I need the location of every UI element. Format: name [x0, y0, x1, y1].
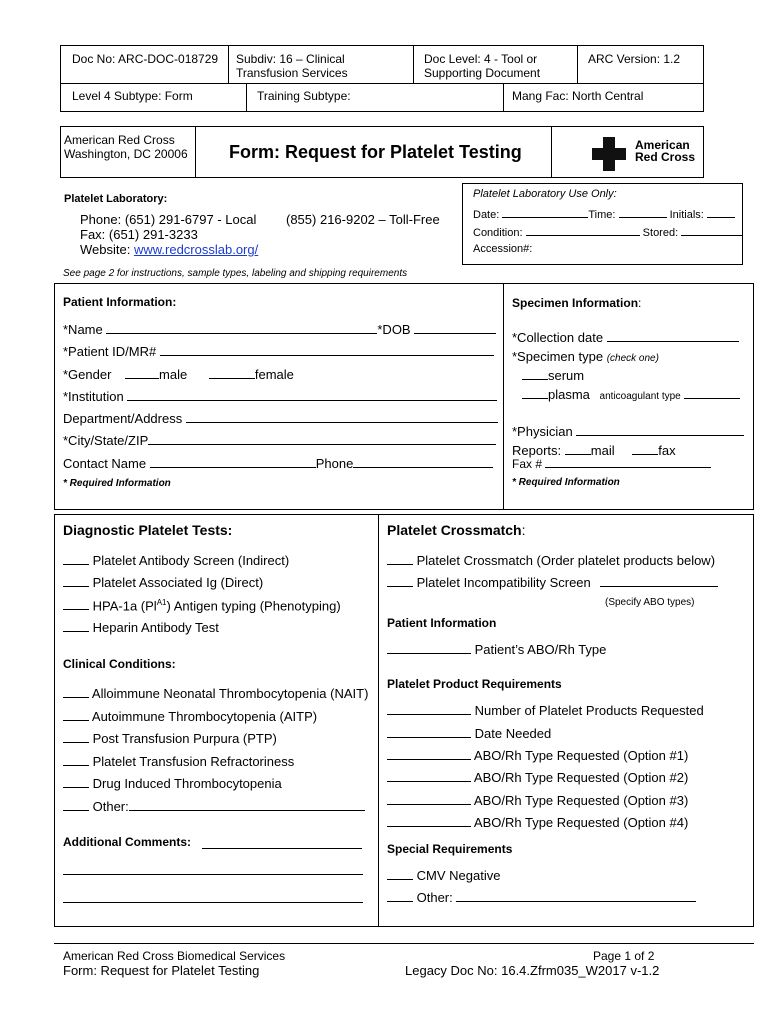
mail-option: mail — [590, 443, 615, 458]
patient-abo-field[interactable] — [387, 642, 606, 657]
footer-form: Form: Request for Platelet Testing — [63, 963, 260, 978]
city-field[interactable] — [63, 433, 496, 448]
doc-no: Doc No: ARC-DOC-018729 — [72, 52, 219, 66]
special-label: Other: — [416, 890, 453, 905]
special-other-field[interactable] — [387, 890, 696, 905]
test-antibody-screen[interactable] — [63, 553, 289, 568]
physician-label: *Physician — [512, 424, 573, 439]
patient-id-label: *Patient ID/MR# — [63, 344, 157, 359]
footer-rule — [54, 943, 754, 944]
patient-id-field[interactable] — [63, 344, 494, 359]
specimen-required-note: * Required Information — [512, 477, 620, 488]
name-field[interactable] — [63, 322, 496, 337]
test-label: Platelet Associated Ig (Direct) — [92, 575, 264, 590]
comments-line[interactable] — [63, 902, 363, 903]
gender-label: *Gender — [63, 367, 112, 382]
serum-label: serum — [548, 368, 585, 383]
lab-heading: Platelet Laboratory: — [64, 193, 168, 205]
diagnostic-heading: Diagnostic Platelet Tests: — [63, 522, 233, 538]
hpa-superscript: A1 — [156, 598, 167, 607]
product-label: Date Needed — [474, 726, 552, 741]
anticoagulant-label: anticoagulant type — [599, 391, 681, 402]
header-col-divider — [413, 45, 414, 83]
stored-label: Stored: — [642, 227, 679, 239]
condition-label: Drug Induced Thrombocytopenia — [92, 776, 282, 791]
dob-label: *DOB — [377, 322, 411, 337]
department-field[interactable] — [63, 411, 498, 426]
header-divider — [60, 83, 704, 84]
comments-line[interactable] — [202, 848, 362, 849]
product-label: Number of Platelet Products Requested — [474, 703, 704, 718]
product-heading: Platelet Product Requirements — [387, 677, 562, 691]
crossmatch-label: Platelet Incompatibility Screen — [416, 575, 591, 590]
footer-legacy: Legacy Doc No: 16.4.Zfrm035_W2017 v-1.2 — [405, 963, 660, 978]
fax-number-label: Fax # — [512, 457, 543, 471]
specimen-type-field — [512, 349, 659, 364]
patient-info-heading: Patient Information — [387, 616, 497, 630]
condition-label: Other: — [92, 799, 129, 814]
condition-aitp[interactable] — [63, 709, 317, 724]
contact-phone-label: Phone — [315, 456, 354, 471]
date-needed-field[interactable] — [387, 726, 551, 741]
arc-version: ARC Version: 1.2 — [588, 52, 681, 66]
website-link[interactable]: www.redcrosslab.org/ — [133, 242, 259, 257]
lab-accession[interactable]: Accession#: — [473, 243, 533, 255]
comments-line[interactable] — [63, 874, 363, 875]
patient-specimen-divider — [503, 283, 504, 510]
reports-field[interactable] — [512, 443, 676, 458]
special-label: CMV Negative — [416, 868, 501, 883]
plasma-label: plasma — [548, 387, 590, 402]
condition-label: Platelet Transfusion Refractoriness — [92, 754, 295, 769]
serum-option[interactable] — [522, 368, 584, 383]
lab-date-field[interactable] — [473, 207, 735, 221]
institution-label: *Institution — [63, 389, 124, 404]
instructions-note: See page 2 for instructions, sample types, labeling and shipping requirements — [63, 268, 408, 279]
incompatibility-screen[interactable] — [387, 575, 718, 590]
city-label: *City/State/ZIP — [63, 433, 149, 448]
test-associated-ig[interactable] — [63, 575, 263, 590]
header-col-divider — [228, 45, 229, 83]
level4-subtype: Level 4 Subtype: Form — [72, 89, 193, 103]
condition-label: Autoimmune Thrombocytopenia (AITP) — [91, 709, 318, 724]
lab-fax: Fax: (651) 291-3233 — [80, 227, 198, 242]
specify-abo-hint: (Specify ABO types) — [605, 597, 695, 608]
test-label-rest: ) Antigen typing (Phenotyping) — [166, 598, 341, 614]
website-label: Website: — [80, 242, 134, 257]
abo-option4-field[interactable] — [387, 815, 688, 830]
product-label: ABO/Rh Type Requested (Option #3) — [473, 793, 689, 808]
footer-page: Page 1 of 2 — [593, 949, 655, 963]
date-label: Date: — [473, 209, 500, 221]
reports-label: Reports: — [512, 443, 562, 458]
female-option: female — [254, 367, 294, 382]
test-hpa1a[interactable] — [63, 598, 341, 613]
specimen-heading-text: Specimen Information — [512, 296, 639, 310]
title-divider — [195, 126, 196, 178]
lab-phone: Phone: (651) 291-6797 - Local — [80, 212, 257, 227]
physician-field[interactable] — [512, 424, 744, 439]
logo-text-line1: American — [635, 138, 690, 152]
cmv-negative-field[interactable] — [387, 868, 500, 883]
org-line2: Washington, DC 20006 — [64, 147, 188, 161]
test-label: Platelet Antibody Screen (Indirect) — [92, 553, 290, 568]
abo-option2-field[interactable] — [387, 770, 688, 785]
tests-divider — [378, 514, 379, 927]
product-label: ABO/Rh Type Requested (Option #2) — [473, 770, 689, 785]
collection-date-label: *Collection date — [512, 330, 604, 345]
test-heparin[interactable] — [63, 620, 219, 635]
specimen-type-label: *Specimen type — [512, 349, 604, 364]
crossmatch-heading — [387, 522, 526, 538]
condition-ptp[interactable] — [63, 731, 277, 746]
condition-label: Alloimmune Neonatal Thrombocytopenia (NAIT) — [91, 686, 369, 701]
footer-org: American Red Cross Biomedical Services — [63, 949, 286, 963]
department-label: Department/Address — [63, 411, 183, 426]
plasma-option[interactable] — [522, 387, 740, 402]
title-divider — [551, 126, 552, 178]
special-heading: Special Requirements — [387, 842, 513, 856]
specimen-heading-colon: : — [638, 296, 642, 310]
specimen-heading — [512, 296, 641, 310]
contact-field[interactable] — [63, 456, 493, 471]
check-one-hint: (check one) — [606, 353, 659, 364]
condition-refractoriness[interactable] — [63, 754, 294, 769]
male-option: male — [159, 367, 188, 382]
lab-website — [80, 242, 258, 257]
condition-nait[interactable] — [63, 686, 368, 701]
org-line1: American Red Cross — [64, 133, 175, 147]
condition-other[interactable] — [63, 799, 365, 814]
product-label: ABO/Rh Type Requested (Option #1) — [473, 748, 689, 763]
fax-option: fax — [658, 443, 676, 458]
abo-option3-field[interactable] — [387, 793, 688, 808]
header-col-divider — [577, 45, 578, 83]
name-label: *Name — [63, 322, 103, 337]
gender-field[interactable] — [63, 367, 294, 382]
crossmatch-heading-colon: : — [521, 522, 526, 538]
crossmatch-order[interactable] — [387, 553, 715, 568]
abo-option1-field[interactable] — [387, 748, 688, 763]
patient-heading: Patient Information: — [63, 295, 177, 309]
lab-toll-free: (855) 216-9202 – Toll-Free — [286, 212, 440, 227]
collection-date-field[interactable] — [512, 330, 739, 345]
time-label: Time: — [588, 209, 616, 221]
clinical-heading: Clinical Conditions: — [63, 657, 176, 671]
doc-level: Doc Level: 4 - Tool or Supporting Document — [424, 52, 541, 80]
institution-field[interactable] — [63, 389, 497, 404]
product-label: ABO/Rh Type Requested (Option #4) — [473, 815, 689, 830]
form-title: Form: Request for Platelet Testing — [229, 142, 522, 162]
contact-label: Contact Name — [63, 456, 147, 471]
patient-abo-label: Patient’s ABO/Rh Type — [474, 642, 607, 657]
comments-heading: Additional Comments: — [63, 835, 191, 849]
subdiv: Subdiv: 16 – Clinical Transfusion Services — [236, 52, 348, 80]
crossmatch-heading-text: Platelet Crossmatch — [387, 522, 522, 538]
condition-drug-induced[interactable] — [63, 776, 282, 791]
fax-number-field[interactable] — [512, 457, 711, 471]
product-count-field[interactable] — [387, 703, 704, 718]
patient-required-note: * Required Information — [63, 478, 171, 489]
mang-fac: Mang Fac: North Central — [512, 89, 644, 103]
training-subtype: Training Subtype: — [257, 89, 351, 103]
red-cross-logo-icon — [592, 137, 626, 171]
test-label: HPA-1a (Pl — [92, 598, 157, 614]
condition-label: Condition: — [473, 227, 523, 239]
condition-label: Post Transfusion Purpura (PTP) — [92, 731, 277, 746]
crossmatch-label: Platelet Crossmatch (Order platelet products below) — [416, 553, 716, 568]
lab-condition-field[interactable] — [473, 225, 743, 239]
test-label: Heparin Antibody Test — [92, 620, 219, 635]
logo-text-line2: Red Cross — [635, 150, 696, 164]
header-col-divider — [503, 83, 504, 112]
initials-label: Initials: — [669, 209, 704, 221]
lab-use-only-heading: Platelet Laboratory Use Only: — [473, 188, 617, 200]
header-col-divider — [246, 83, 247, 112]
